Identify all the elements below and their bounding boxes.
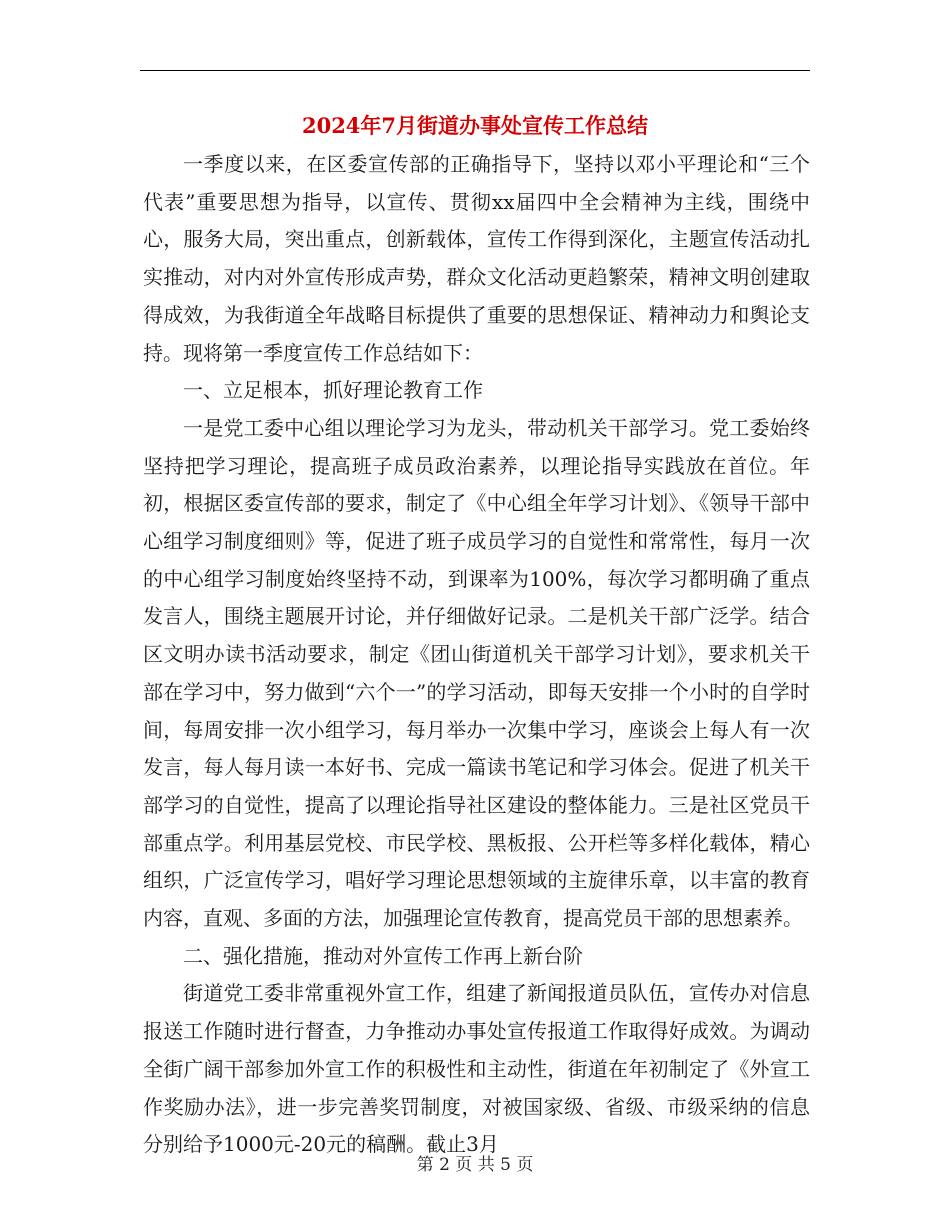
intro-paragraph: 一季度以来，在区委宣传部的正确指导下，坚持以邓小平理论和“三个代表”重要思想为指导，以宣传、贯彻xx届四中全会精神为主线，围绕中心，服务大局，突出重点，创新载体，宣传工作得到深化，主题宣传活动扎实推动，对内对外宣传形成声势，群众文化活动更趋繁荣，精神文明创建取得成效，为我街道全年战略目标提供了重要的思想保证、精神动力和舆论支持。现将第一季度宣传工作总结如下： (143, 152, 810, 365)
section-heading-1: 一、立足根本，抓好理论教育工作 (183, 378, 483, 403)
document-title: 2024年7月街道办事处宣传工作总结 (301, 113, 649, 138)
section-heading-2: 二、强化措施，推动对外宣传工作再上新台阶 (183, 943, 583, 968)
section-1-paragraph: 一是党工委中心组以理论学习为龙头，带动机关干部学习。党工委始终坚持把学习理论，提高班子成员政治素养，以理论指导实践放在首位。年初，根据区委宣传部的要求，制定了《中心组全年学习计划》、《领导干部中心组学习制度细则》等，促进了班子成员学习的自觉性和常常性，每月一次的中心组学习制度始终坚持不动，到课率为100%，每次学习都明确了重点发言人，围绕主题展开讨论，并仔细做好记录。二是机关干部广泛学。结合区文明办读书活动要求，制定《团山街道机关干部学习计划》，要求机关干部在学习中，努力做到“六个一”的学习活动，即每天安排一个小时的自学时间，每周安排一次小组学习，每月举办一次集中学习，座谈会上每人有一次发言，每人每月读一本好书、完成一篇读书笔记和学习体会。促进了机关干部学习的自觉性，提高了以理论指导社区建设的整体能力。三是社区党员干部重点学。利用基层党校、市民学校、黑板报、公开栏等多样化载体，精心组织，广泛宣传学习，唱好学习理论思想领域的主旋律乐章，以丰富的教育内容，直观、多面的方法，加强理论宣传教育，提高党员干部的思想素养。 (143, 415, 810, 931)
page-number-footer: 第 2 页 共 5 页 (416, 1155, 534, 1175)
section-2-paragraph: 街道党工委非常重视外宣工作，组建了新闻报道员队伍，宣传办对信息报送工作随时进行督查，力争推动办事处宣传报道工作取得好成效。为调动全街广阔干部参加外宣工作的积极性和主动性，街道在年初制定了《外宣工作奖励办法》，进一步完善奖罚制度，对被国家级、省级、市级采纳的信息分别给予1000元-20元的稿酬。截止3月 (143, 981, 810, 1157)
header-rule (140, 70, 810, 71)
document-body (143, 146, 810, 1164)
